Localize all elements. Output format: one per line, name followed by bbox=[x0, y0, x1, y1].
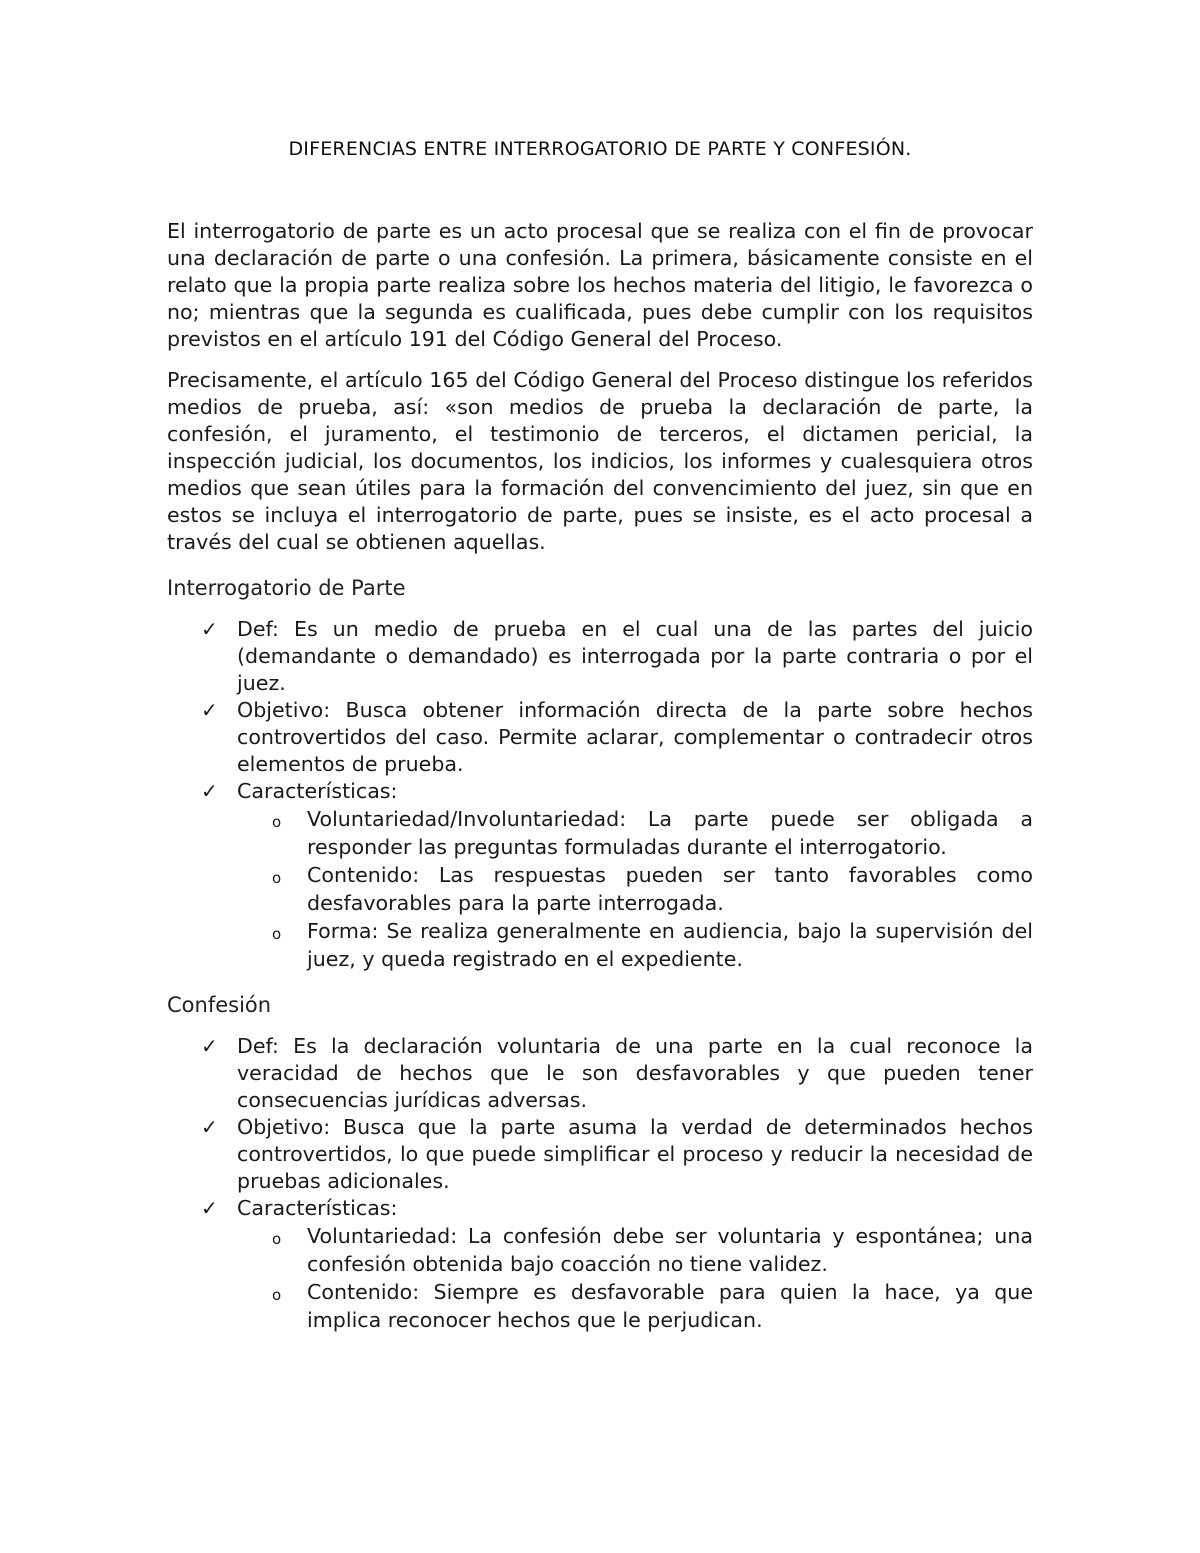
sub-list-item bbox=[167, 917, 1033, 973]
check-icon: ✓ bbox=[201, 779, 218, 803]
document-body bbox=[167, 138, 1033, 1334]
o-bullet-icon: o bbox=[272, 925, 282, 943]
list-item bbox=[167, 697, 1033, 778]
list-item-text: Objetivo: Busca obtener información directa de la parte sobre hechos controvertidos del caso. Permite aclarar, complementar o contradecir otros elementos de prueba. bbox=[237, 698, 1033, 776]
list-item-text: Def: Es la declaración voluntaria de una parte en la cual reconoce la veracidad de hechos que le son desfavorables y que pueden tener consecuencias jurídicas adversas. bbox=[237, 1034, 1033, 1112]
sub-list-item-text: Voluntariedad: La confesión debe ser voluntaria y espontánea; una confesión obtenida bajo coacción no tiene validez. bbox=[307, 1224, 1033, 1276]
list-item bbox=[167, 1033, 1033, 1114]
sub-list-item-text: Voluntariedad/Involuntariedad: La parte puede ser obligada a responder las preguntas formuladas durante el interrogatorio. bbox=[307, 807, 1033, 859]
list-item bbox=[167, 616, 1033, 697]
o-bullet-icon: o bbox=[272, 1286, 282, 1304]
section-heading-confesion: Confesión bbox=[167, 993, 272, 1017]
check-icon: ✓ bbox=[201, 1034, 218, 1058]
check-icon: ✓ bbox=[201, 1196, 218, 1220]
list-item bbox=[167, 778, 1033, 973]
article-paragraph: Precisamente, el artículo 165 del Código General del Proceso distingue los referidos medios de prueba, así: «son medios de prueba la declaración de parte, la confesión, el juramento, el testimonio de terceros, el dictamen pericial, la inspección judicial, los documentos, los indicios, los informes y cualesquiera otros medios que sean útiles para la formación del convencimiento del juez, sin que en estos se incluya el interrogatorio de parte, pues se insiste, es el acto procesal a través del cual se obtienen aquellas. bbox=[167, 368, 1033, 554]
sub-list-item-text: Contenido: Siempre es desfavorable para quien la hace, ya que implica reconocer hechos que le perjudican. bbox=[307, 1280, 1033, 1332]
o-bullet-icon: o bbox=[272, 869, 282, 887]
list-item bbox=[167, 1195, 1033, 1334]
sub-list-item-text: Contenido: Las respuestas pueden ser tanto favorables como desfavorables para la parte interrogada. bbox=[307, 863, 1033, 915]
list-item bbox=[167, 1114, 1033, 1195]
sub-list-item bbox=[167, 805, 1033, 861]
interrogatorio-list bbox=[167, 616, 1033, 973]
sub-list-item bbox=[167, 1222, 1033, 1278]
check-icon: ✓ bbox=[201, 698, 218, 722]
sub-list bbox=[237, 1222, 1033, 1334]
page-title: DIFERENCIAS ENTRE INTERROGATORIO DE PARTE Y CONFESIÓN. bbox=[288, 138, 912, 160]
list-item-text: Características: bbox=[237, 1196, 398, 1220]
sub-list bbox=[237, 805, 1033, 973]
check-icon: ✓ bbox=[201, 617, 218, 641]
o-bullet-icon: o bbox=[272, 813, 282, 831]
check-icon: ✓ bbox=[201, 1115, 218, 1139]
list-item-text: Objetivo: Busca que la parte asuma la verdad de determinados hechos controvertidos, lo que puede simplificar el proceso y reducir la necesidad de pruebas adicionales. bbox=[237, 1115, 1033, 1193]
sub-list-item bbox=[167, 1278, 1033, 1334]
list-item-text: Def: Es un medio de prueba en el cual una de las partes del juicio (demandante o demandado) es interrogada por la parte contraria o por el juez. bbox=[237, 617, 1033, 695]
section-heading-interrogatorio: Interrogatorio de Parte bbox=[167, 576, 406, 600]
intro-paragraph: El interrogatorio de parte es un acto procesal que se realiza con el fin de provocar una declaración de parte o una confesión. La primera, básicamente consiste en el relato que la propia parte realiza sobre los hechos materia del litigio, le favorezca o no; mientras que la segunda es cualificada, pues debe cumplir con los requisitos previstos en el artículo 191 del Código General del Proceso. bbox=[167, 219, 1033, 351]
sub-list-item bbox=[167, 861, 1033, 917]
sub-list-item-text: Forma: Se realiza generalmente en audiencia, bajo la supervisión del juez, y queda registrado en el expediente. bbox=[307, 919, 1033, 971]
o-bullet-icon: o bbox=[272, 1230, 282, 1248]
confesion-list bbox=[167, 1033, 1033, 1334]
list-item-text: Características: bbox=[237, 779, 398, 803]
